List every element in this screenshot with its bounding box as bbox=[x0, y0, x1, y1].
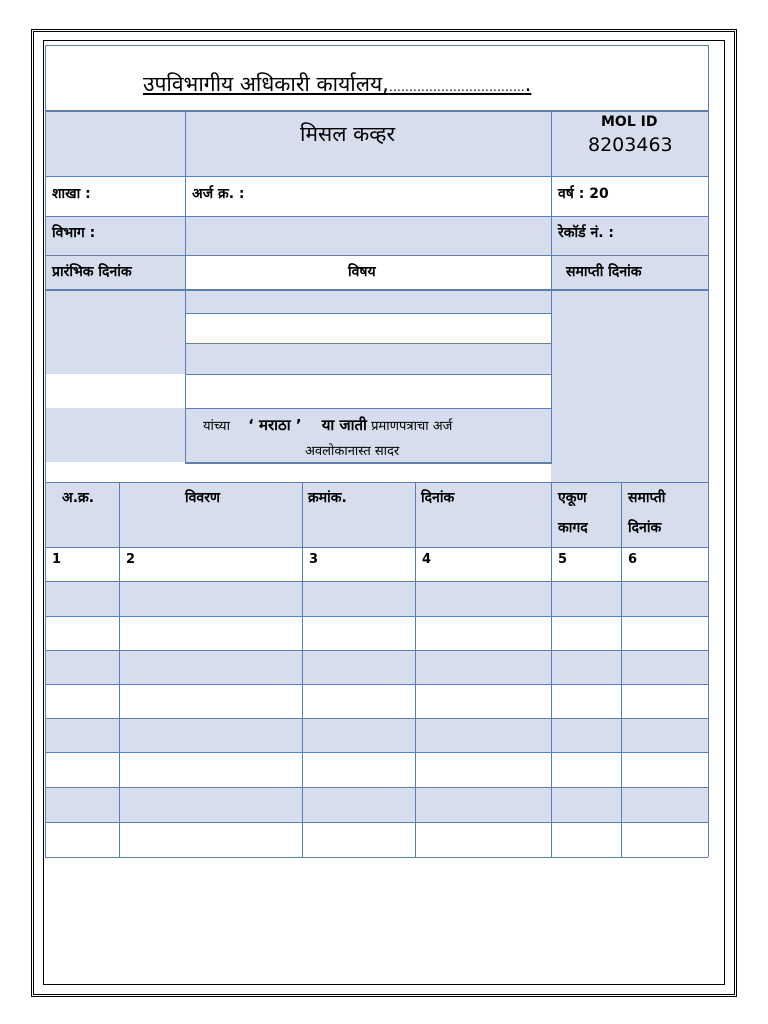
col-header-date: दिनांक bbox=[421, 490, 455, 506]
table-header-row bbox=[45, 482, 708, 547]
cover-left-cell bbox=[45, 110, 185, 176]
subject-label: विषय bbox=[348, 264, 376, 280]
department-value-cell bbox=[185, 216, 551, 255]
table-row bbox=[45, 787, 708, 822]
col-header-end-date: समाप्ती bbox=[628, 490, 666, 506]
col-number-1: 1 bbox=[52, 552, 62, 567]
col-header-total: एकूण bbox=[558, 490, 587, 506]
application-no-label: अर्ज क्र. : bbox=[192, 186, 245, 202]
subject-prefix: यांच्या bbox=[203, 419, 230, 434]
caste-word: या जाती bbox=[321, 416, 367, 434]
office-title-dots: ……………………………. bbox=[388, 80, 525, 94]
start-date-value-block bbox=[45, 289, 185, 374]
end-date-label: समाप्ती दिनांक bbox=[566, 264, 642, 280]
office-title-text: उपविभागीय अधिकारी कार्यालय, bbox=[143, 72, 389, 96]
subject-text-line-1 bbox=[203, 415, 452, 435]
mol-id-value: 8203463 bbox=[588, 134, 673, 156]
col-number-6: 6 bbox=[628, 552, 638, 567]
caste-name: ‘ मराठा ’ bbox=[248, 416, 302, 434]
mol-id-label: MOL ID bbox=[601, 114, 658, 130]
col-header-number: क्रमांक. bbox=[308, 490, 347, 506]
branch-label: शाखा : bbox=[52, 186, 91, 202]
start-date-label: प्रारंभिक दिनांक bbox=[52, 264, 132, 280]
col-header-end-date-2: दिनांक bbox=[628, 520, 662, 536]
col-number-4: 4 bbox=[422, 552, 432, 567]
col-number-5: 5 bbox=[558, 552, 568, 567]
subject-suffix: प्रमाणपत्राचा अर्ज bbox=[371, 419, 453, 434]
subject-line-3 bbox=[185, 343, 551, 374]
cover-heading: मिसल कव्हर bbox=[300, 122, 396, 146]
record-no-label: रेकॉर्ड नं. : bbox=[558, 225, 615, 241]
year-label: वर्ष : 20 bbox=[558, 186, 609, 202]
col-header-total-2: कागद bbox=[558, 520, 588, 536]
col-number-3: 3 bbox=[309, 552, 319, 567]
table-row bbox=[45, 650, 708, 684]
col-header-sr: अ.क्र. bbox=[62, 490, 95, 506]
col-header-description: विवरण bbox=[185, 490, 221, 506]
table-row bbox=[45, 718, 708, 752]
table-row bbox=[45, 581, 708, 616]
department-label: विभाग : bbox=[52, 225, 96, 241]
subject-line-1 bbox=[185, 289, 551, 313]
subject-text-line-2: अवलोकानास्त सादर bbox=[305, 444, 400, 459]
end-date-value-block bbox=[551, 289, 708, 482]
start-date-value-block-2 bbox=[45, 408, 185, 462]
col-number-2: 2 bbox=[126, 552, 136, 567]
office-title: उपविभागीय अधिकारी कार्यालय,…………………………….. bbox=[143, 72, 532, 96]
